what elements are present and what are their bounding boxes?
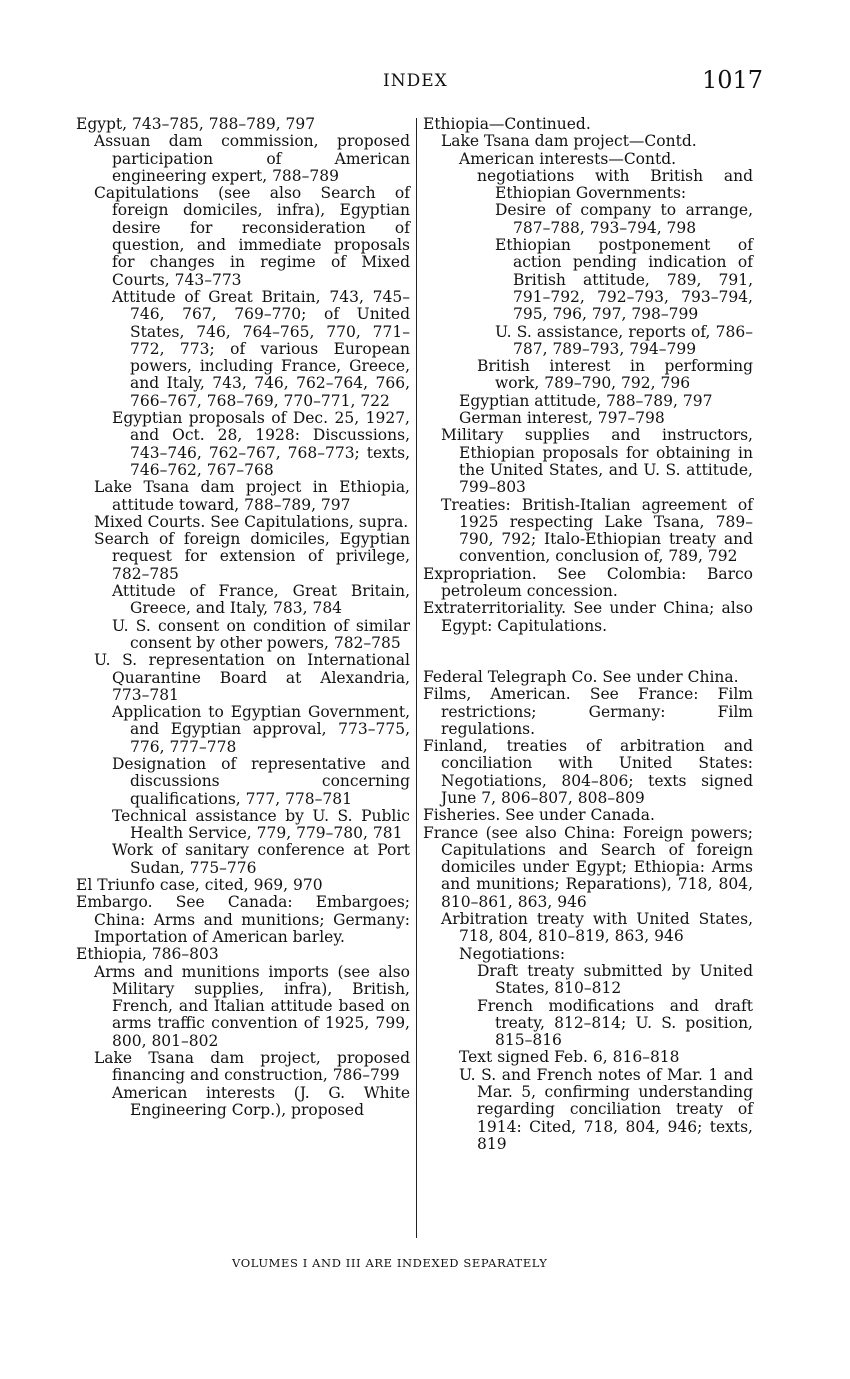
index-entry: Egyptian proposals of Dec. 25, 1927, and Oct. 28, 1928: Discussions, 743–746, 762–767, 768–773; texts, 746–762, 767–768: [112, 409, 410, 479]
index-entry: Work of sanitary conference at Port Sudan, 775–776: [112, 841, 410, 877]
index-entry: Egyptian attitude, 788–789, 797: [459, 391, 713, 410]
index-entry: Ethiopia—Continued.: [423, 115, 591, 133]
index-entry: Attitude of France, Great Britain, Greece, and Italy, 783, 784: [112, 582, 410, 618]
index-entry: Desire of company to arrange, 787–788, 793–794, 798: [495, 201, 753, 237]
index-entry: Ethiopia, 786–803: [76, 945, 219, 964]
index-entry: Text signed Feb. 6, 816–818: [459, 1048, 680, 1067]
running-title: INDEX: [383, 71, 448, 91]
index-entry: Negotiations:: [459, 944, 566, 963]
index-entry: Attitude of Great Britain, 743, 745–746, 767, 769–770; of United States, 746, 764–765, 770, 771–772, 773; of various European powers, including France, Greece, and Italy, 743, 746, 762–764, 766, 766–767, 768–769, 770–771, 722: [112, 287, 410, 410]
index-entry: Federal Telegraph Co. See under China.: [423, 667, 739, 686]
index-entry: Military supplies and instructors, Ethiopian proposals for obtaining in the United States, and U. S. attitude, 799–803: [441, 426, 753, 497]
index-entry: Ethiopian postponement of action pending indication of British attitude, 789, 791, 791–792, 792–793, 793–794, 795, 796, 797, 798–799: [495, 236, 753, 324]
index-entry: Draft treaty submitted by United States, 810–812: [477, 961, 753, 998]
index-entry: French modifications and draft treaty, 812–814; U. S. position, 815–816: [477, 996, 753, 1050]
index-entry: Arms and munitions imports (see also Military supplies, infra), British, French, and Italian attitude based on arms traffic convention of 1925, 799, 800, 801–802: [94, 962, 410, 1050]
index-entry: U. S. and French notes of Mar. 1 and Mar. 5, confirming understanding regarding conciliation treaty of 1914: Cited, 718, 804, 946; texts, 819: [459, 1065, 753, 1153]
index-entry: Search of foreign domiciles, Egyptian request for extension of privilege, 782–785: [94, 530, 410, 583]
index-entry: Capitulations (see also Search of foreign domiciles, infra), Egyptian desire for reconsideration of question, and immediate proposals for changes in regime of Mixed Courts, 743–773: [94, 184, 410, 289]
column-divider: [416, 118, 417, 1238]
index-entry: France (see also China: Foreign powers; Capitulations and Search of foreign domiciles under Egypt; Ethiopia: Arms and munitions; Reparations), 718, 804, 810–861, 863, 946: [423, 823, 753, 911]
index-entry: Egypt, 743–785, 788–789, 797: [76, 115, 316, 133]
index-entry: Technical assistance by U. S. Public Health Service, 779, 779–780, 781: [112, 806, 410, 843]
page-footer-note: VOLUMES I AND III ARE INDEXED SEPARATELY: [232, 1256, 548, 1270]
index-entry: Designation of representative and discussions concerning qualifications, 777, 778–781: [112, 754, 410, 808]
index-entry: Lake Tsana dam project—Contd.: [441, 132, 697, 151]
page-header: [0, 66, 850, 96]
index-entry: Extraterritoriality. See under China; also Egypt: Capitulations.: [423, 599, 753, 635]
index-entry: Treaties: British-Italian agreement of 1925 respecting Lake Tsana, 789–790, 792; Italo-Ethiopian treaty and convention, conclusion of, 789, 792: [441, 495, 753, 566]
page-number: 1017: [702, 66, 764, 94]
index-entry: German interest, 797–798: [459, 409, 665, 428]
index-entry: Films, American. See France: Film restrictions; Germany: Film regulations.: [423, 685, 753, 738]
index-column-left: [76, 116, 410, 1119]
index-entry: Lake Tsana dam project, proposed financing and construction, 786–799: [94, 1049, 410, 1085]
index-entry: U. S. consent on condition of similar consent by other powers, 782–785: [112, 616, 410, 652]
index-entry: El Triunfo case, cited, 969, 970: [76, 876, 323, 895]
index-entry: Expropriation. See Colombia: Barco petroleum concession.: [423, 564, 753, 601]
index-entry: American interests—Contd.: [459, 149, 677, 168]
index-entry: Finland, treaties of arbitration and conciliation with United States: Negotiations, 804–806; texts signed June 7, 806–807, 808–809: [423, 737, 753, 807]
index-column-right: [423, 116, 753, 1153]
index-entry: American interests (J. G. White Engineering Corp.), proposed: [112, 1083, 410, 1119]
index-entry: Arbitration treaty with United States, 718, 804, 810–819, 863, 946: [441, 910, 753, 946]
index-entry: Assuan dam commission, proposed participation of American engineering expert, 788–789: [94, 132, 410, 185]
index-entry: Lake Tsana dam project in Ethiopia, attitude toward, 788–789, 797: [94, 478, 410, 514]
index-entry: U. S. representation on International Quarantine Board at Alexandria, 773–781: [94, 651, 410, 704]
index-entry: British interest in performing work, 789–790, 792, 796: [477, 357, 753, 393]
index-entry: Fisheries. See under Canada.: [423, 806, 655, 825]
index-entry: Application to Egyptian Government, and Egyptian approval, 773–775, 776, 777–778: [112, 703, 410, 756]
index-entry: Mixed Courts. See Capitulations, supra.: [94, 512, 409, 531]
index-entry: negotiations with British and Ethiopian Governments:: [477, 166, 753, 203]
index-entry: Embargo. See Canada: Embargoes; China: Arms and munitions; Germany: Importation of American barley.: [76, 893, 410, 946]
index-entry: U. S. assistance, reports of, 786–787, 789–793, 794–799: [495, 322, 753, 358]
